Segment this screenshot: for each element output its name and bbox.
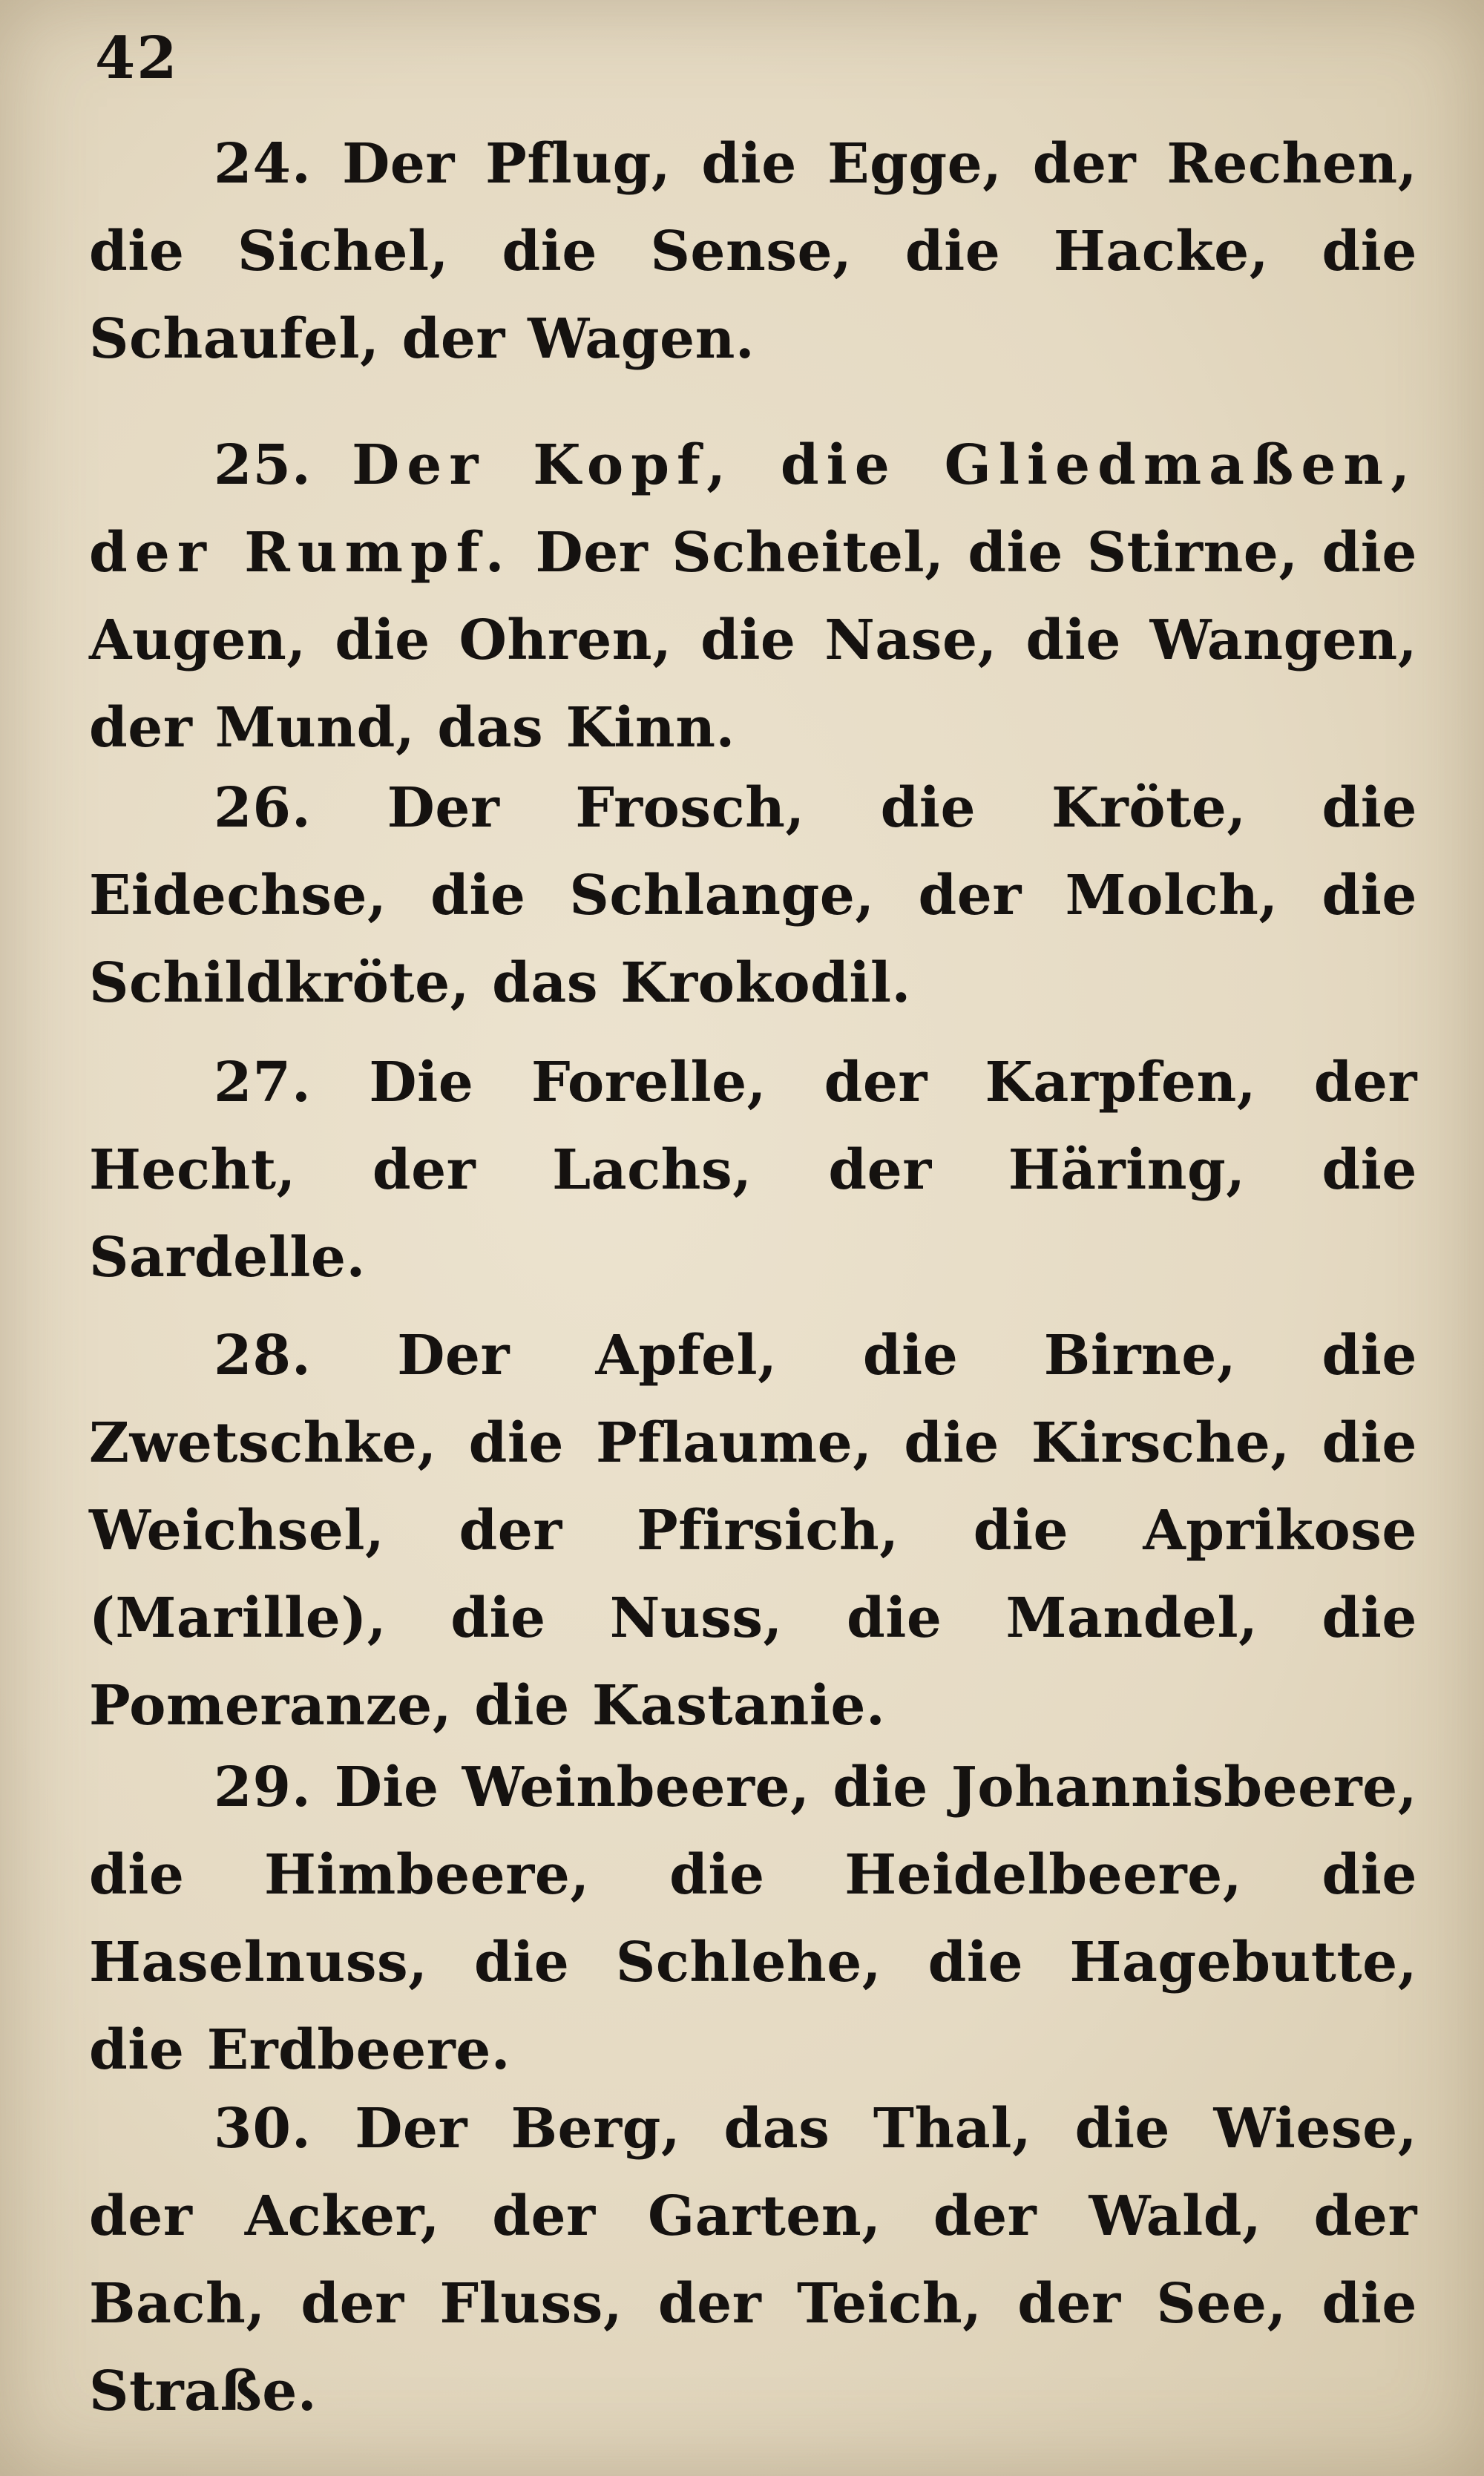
entry-28 (89, 1312, 1417, 1750)
entry-text: Die Weinbeere, die Johannisbeere, die Himbeere, die Heidelbeere, die Haselnuss, die Schlehe, die Hagebutte, die Erdbeere. (89, 1756, 1417, 2082)
entry-text: Der Berg, das Thal, die Wiese, der Acker, der Garten, der Wald, der Bach, der Fluss, der Teich, der See, die Straße. (89, 2097, 1417, 2423)
entry-text: Der Pflug, die Egge, der Rechen, die Sichel, die Sense, die Hacke, die Schaufel, der Wagen. (89, 132, 1417, 371)
entry-text: Die Forelle, der Karpfen, der Hecht, der Lachs, der Häring, die Sardelle. (89, 1051, 1418, 1290)
entry-text: Der Scheitel, die Stirne, die Augen, die Ohren, die Nase, die Wangen, der Mund, das Kinn. (89, 521, 1418, 760)
entry-30 (89, 2085, 1417, 2435)
entry-number: 30. (214, 2097, 312, 2161)
entry-heading: Der Kopf, die Gliedmaßen, der Rumpf. (89, 433, 1417, 585)
page-number: 42 (95, 24, 179, 92)
entry-number: 29. (214, 1756, 312, 1819)
entry-text: Der Apfel, die Birne, die Zwetschke, die Pflaume, die Kirsche, die Weichsel, der Pfirsich, die Aprikose (Marille), die Nuss, die Mandel, die Pomeranze, die Kastanie. (89, 1324, 1417, 1738)
entry-25 (89, 421, 1417, 772)
entry-24 (89, 120, 1417, 383)
entry-29 (89, 1744, 1417, 2094)
entry-27 (89, 1039, 1417, 1301)
entry-number: 24. (214, 132, 312, 196)
entry-number: 25. (214, 433, 312, 497)
entry-number: 27. (214, 1051, 312, 1114)
entry-text: Der Frosch, die Kröte, die Eidechse, die Schlange, der Molch, die Schildkröte, das Krokodil. (89, 776, 1417, 1015)
entry-number: 26. (214, 776, 312, 840)
entry-number: 28. (214, 1324, 312, 1388)
entry-26 (89, 764, 1417, 1027)
